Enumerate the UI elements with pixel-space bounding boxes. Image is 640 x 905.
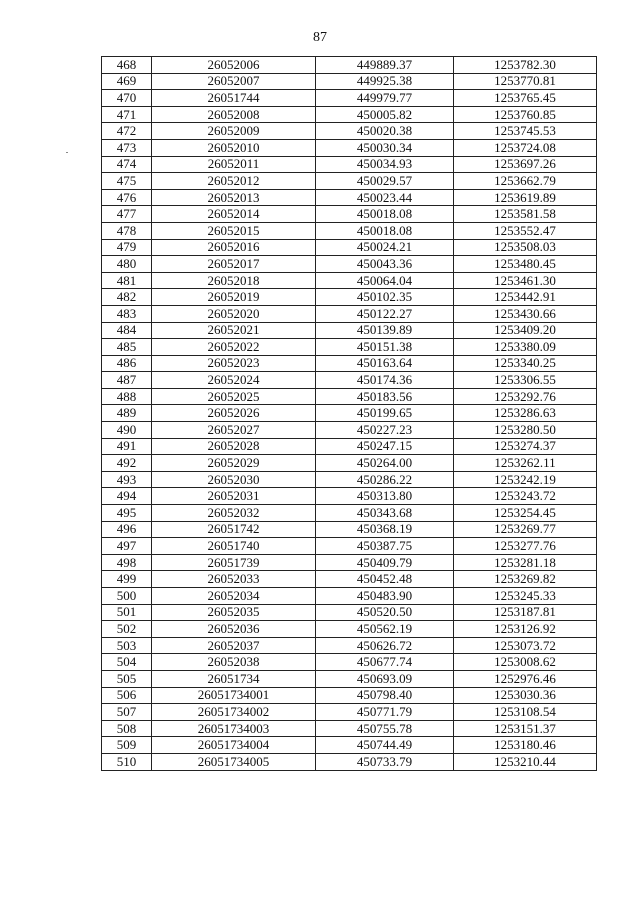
x-coordinate-cell: 450151.38 [316,339,454,356]
x-coordinate-cell: 450183.56 [316,388,454,405]
y-coordinate-cell: 1253280.50 [454,422,597,439]
point-number-cell: 490 [102,422,152,439]
y-coordinate-cell: 1253281.18 [454,554,597,571]
x-coordinate-cell: 450798.40 [316,687,454,704]
point-number-cell: 496 [102,521,152,538]
point-id-cell: 26052038 [152,654,316,671]
point-number-cell: 470 [102,90,152,107]
table-row [102,637,597,654]
table-row [102,588,597,605]
table-row [102,222,597,239]
point-id-cell: 26051734 [152,670,316,687]
point-id-cell: 26052017 [152,256,316,273]
y-coordinate-cell: 1253662.79 [454,173,597,190]
point-id-cell: 26051744 [152,90,316,107]
y-coordinate-cell: 1253724.08 [454,139,597,156]
y-coordinate-cell: 1253461.30 [454,272,597,289]
table-row [102,405,597,422]
point-id-cell: 26052010 [152,139,316,156]
x-coordinate-cell: 450733.79 [316,753,454,770]
point-number-cell: 493 [102,471,152,488]
y-coordinate-cell: 1253292.76 [454,388,597,405]
table-row [102,239,597,256]
y-coordinate-cell: 1253274.37 [454,438,597,455]
x-coordinate-cell: 450677.74 [316,654,454,671]
table-row [102,571,597,588]
point-id-cell: 26052020 [152,305,316,322]
table-row [102,488,597,505]
x-coordinate-cell: 450520.50 [316,604,454,621]
x-coordinate-cell: 450247.15 [316,438,454,455]
table-row [102,73,597,90]
table-row [102,156,597,173]
y-coordinate-cell: 1253760.85 [454,106,597,123]
table-row [102,272,597,289]
table-row [102,654,597,671]
x-coordinate-cell: 450163.64 [316,355,454,372]
y-coordinate-cell: 1253619.89 [454,189,597,206]
point-number-cell: 486 [102,355,152,372]
x-coordinate-cell: 450286.22 [316,471,454,488]
point-id-cell: 26052006 [152,57,316,74]
x-coordinate-cell: 450030.34 [316,139,454,156]
x-coordinate-cell: 450122.27 [316,305,454,322]
point-number-cell: 472 [102,123,152,140]
point-id-cell: 26052025 [152,388,316,405]
table-row [102,604,597,621]
point-number-cell: 481 [102,272,152,289]
y-coordinate-cell: 1253508.03 [454,239,597,256]
y-coordinate-cell: 1253262.11 [454,455,597,472]
point-id-cell: 26051734004 [152,737,316,754]
y-coordinate-cell: 1253269.82 [454,571,597,588]
x-coordinate-cell: 450744.49 [316,737,454,754]
point-id-cell: 26052021 [152,322,316,339]
x-coordinate-cell: 450029.57 [316,173,454,190]
point-number-cell: 499 [102,571,152,588]
point-id-cell: 26052036 [152,621,316,638]
point-number-cell: 494 [102,488,152,505]
point-number-cell: 476 [102,189,152,206]
y-coordinate-cell: 1253480.45 [454,256,597,273]
point-number-cell: 489 [102,405,152,422]
y-coordinate-cell: 1253187.81 [454,604,597,621]
point-number-cell: 508 [102,720,152,737]
table-row [102,322,597,339]
table-row [102,687,597,704]
y-coordinate-cell: 1253073.72 [454,637,597,654]
x-coordinate-cell: 450174.36 [316,372,454,389]
x-coordinate-cell: 450483.90 [316,588,454,605]
point-number-cell: 492 [102,455,152,472]
x-coordinate-cell: 449889.37 [316,57,454,74]
point-id-cell: 26052016 [152,239,316,256]
table-row [102,106,597,123]
y-coordinate-cell: 1252976.46 [454,670,597,687]
point-id-cell: 26052019 [152,289,316,306]
table-row [102,471,597,488]
table-row [102,256,597,273]
x-coordinate-cell: 450043.36 [316,256,454,273]
point-number-cell: 478 [102,222,152,239]
table-row [102,521,597,538]
x-coordinate-cell: 450005.82 [316,106,454,123]
y-coordinate-cell: 1253269.77 [454,521,597,538]
table-row [102,123,597,140]
point-number-cell: 498 [102,554,152,571]
y-coordinate-cell: 1253552.47 [454,222,597,239]
table-row [102,422,597,439]
point-number-cell: 491 [102,438,152,455]
point-id-cell: 26051734005 [152,753,316,770]
point-id-cell: 26052031 [152,488,316,505]
point-id-cell: 26051734001 [152,687,316,704]
point-number-cell: 469 [102,73,152,90]
point-number-cell: 479 [102,239,152,256]
x-coordinate-cell: 450693.09 [316,670,454,687]
y-coordinate-cell: 1253254.45 [454,505,597,522]
table-row [102,455,597,472]
point-id-cell: 26052034 [152,588,316,605]
x-coordinate-cell: 450064.04 [316,272,454,289]
table-row [102,538,597,555]
point-number-cell: 497 [102,538,152,555]
point-number-cell: 500 [102,588,152,605]
point-number-cell: 474 [102,156,152,173]
table-row [102,372,597,389]
point-id-cell: 26052007 [152,73,316,90]
table-row [102,206,597,223]
point-number-cell: 509 [102,737,152,754]
point-number-cell: 504 [102,654,152,671]
y-coordinate-cell: 1253782.30 [454,57,597,74]
x-coordinate-cell: 450343.68 [316,505,454,522]
scan-speck [66,152,68,153]
point-id-cell: 26052032 [152,505,316,522]
y-coordinate-cell: 1253108.54 [454,704,597,721]
table-row [102,189,597,206]
x-coordinate-cell: 450264.00 [316,455,454,472]
x-coordinate-cell: 450018.08 [316,222,454,239]
y-coordinate-cell: 1253306.55 [454,372,597,389]
y-coordinate-cell: 1253765.45 [454,90,597,107]
table-row [102,339,597,356]
point-id-cell: 26052008 [152,106,316,123]
y-coordinate-cell: 1253030.36 [454,687,597,704]
point-id-cell: 26052026 [152,405,316,422]
y-coordinate-cell: 1253242.19 [454,471,597,488]
y-coordinate-cell: 1253442.91 [454,289,597,306]
x-coordinate-cell: 450771.79 [316,704,454,721]
x-coordinate-cell: 450199.65 [316,405,454,422]
point-id-cell: 26051739 [152,554,316,571]
coordinates-table-body [102,57,597,771]
y-coordinate-cell: 1253126.92 [454,621,597,638]
point-id-cell: 26052012 [152,173,316,190]
x-coordinate-cell: 450227.23 [316,422,454,439]
x-coordinate-cell: 450626.72 [316,637,454,654]
x-coordinate-cell: 449925.38 [316,73,454,90]
x-coordinate-cell: 450020.38 [316,123,454,140]
page-number: 87 [313,30,327,45]
table-row [102,388,597,405]
x-coordinate-cell: 450018.08 [316,206,454,223]
point-number-cell: 468 [102,57,152,74]
table-row [102,720,597,737]
table-row [102,57,597,74]
y-coordinate-cell: 1253340.25 [454,355,597,372]
x-coordinate-cell: 450313.80 [316,488,454,505]
y-coordinate-cell: 1253245.33 [454,588,597,605]
table-row [102,505,597,522]
point-id-cell: 26051740 [152,538,316,555]
point-number-cell: 485 [102,339,152,356]
x-coordinate-cell: 450139.89 [316,322,454,339]
table-row [102,173,597,190]
point-id-cell: 26052022 [152,339,316,356]
point-id-cell: 26052009 [152,123,316,140]
y-coordinate-cell: 1253697.26 [454,156,597,173]
y-coordinate-cell: 1253151.37 [454,720,597,737]
point-id-cell: 26052018 [152,272,316,289]
point-id-cell: 26052015 [152,222,316,239]
y-coordinate-cell: 1253180.46 [454,737,597,754]
point-number-cell: 483 [102,305,152,322]
x-coordinate-cell: 450034.93 [316,156,454,173]
point-number-cell: 495 [102,505,152,522]
point-id-cell: 26052011 [152,156,316,173]
point-id-cell: 26052027 [152,422,316,439]
table-row [102,554,597,571]
point-id-cell: 26052028 [152,438,316,455]
table-row [102,670,597,687]
table-row [102,621,597,638]
table-row [102,90,597,107]
x-coordinate-cell: 450023.44 [316,189,454,206]
point-id-cell: 26052030 [152,471,316,488]
x-coordinate-cell: 450409.79 [316,554,454,571]
table-row [102,704,597,721]
table-row [102,139,597,156]
y-coordinate-cell: 1253277.76 [454,538,597,555]
point-number-cell: 503 [102,637,152,654]
y-coordinate-cell: 1253243.72 [454,488,597,505]
point-number-cell: 501 [102,604,152,621]
point-id-cell: 26052029 [152,455,316,472]
point-id-cell: 26052023 [152,355,316,372]
y-coordinate-cell: 1253409.20 [454,322,597,339]
x-coordinate-cell: 450368.19 [316,521,454,538]
point-number-cell: 480 [102,256,152,273]
point-id-cell: 26052013 [152,189,316,206]
point-number-cell: 475 [102,173,152,190]
y-coordinate-cell: 1253745.53 [454,123,597,140]
table-row [102,753,597,770]
x-coordinate-cell: 450755.78 [316,720,454,737]
point-number-cell: 471 [102,106,152,123]
point-id-cell: 26052037 [152,637,316,654]
point-number-cell: 507 [102,704,152,721]
point-id-cell: 26051734003 [152,720,316,737]
table-row [102,438,597,455]
y-coordinate-cell: 1253430.66 [454,305,597,322]
point-number-cell: 484 [102,322,152,339]
point-number-cell: 487 [102,372,152,389]
y-coordinate-cell: 1253008.62 [454,654,597,671]
x-coordinate-cell: 450452.48 [316,571,454,588]
point-id-cell: 26051742 [152,521,316,538]
point-number-cell: 505 [102,670,152,687]
point-number-cell: 506 [102,687,152,704]
x-coordinate-cell: 450387.75 [316,538,454,555]
point-id-cell: 26052014 [152,206,316,223]
point-number-cell: 482 [102,289,152,306]
point-number-cell: 477 [102,206,152,223]
coordinates-table [101,56,597,771]
x-coordinate-cell: 450102.35 [316,289,454,306]
point-number-cell: 473 [102,139,152,156]
point-id-cell: 26052033 [152,571,316,588]
y-coordinate-cell: 1253210.44 [454,753,597,770]
y-coordinate-cell: 1253581.58 [454,206,597,223]
table-row [102,289,597,306]
point-number-cell: 488 [102,388,152,405]
y-coordinate-cell: 1253380.09 [454,339,597,356]
point-number-cell: 510 [102,753,152,770]
y-coordinate-cell: 1253770.81 [454,73,597,90]
x-coordinate-cell: 450562.19 [316,621,454,638]
point-number-cell: 502 [102,621,152,638]
x-coordinate-cell: 450024.21 [316,239,454,256]
table-row [102,355,597,372]
point-id-cell: 26052024 [152,372,316,389]
table-row [102,305,597,322]
point-id-cell: 26051734002 [152,704,316,721]
y-coordinate-cell: 1253286.63 [454,405,597,422]
point-id-cell: 26052035 [152,604,316,621]
x-coordinate-cell: 449979.77 [316,90,454,107]
table-row [102,737,597,754]
